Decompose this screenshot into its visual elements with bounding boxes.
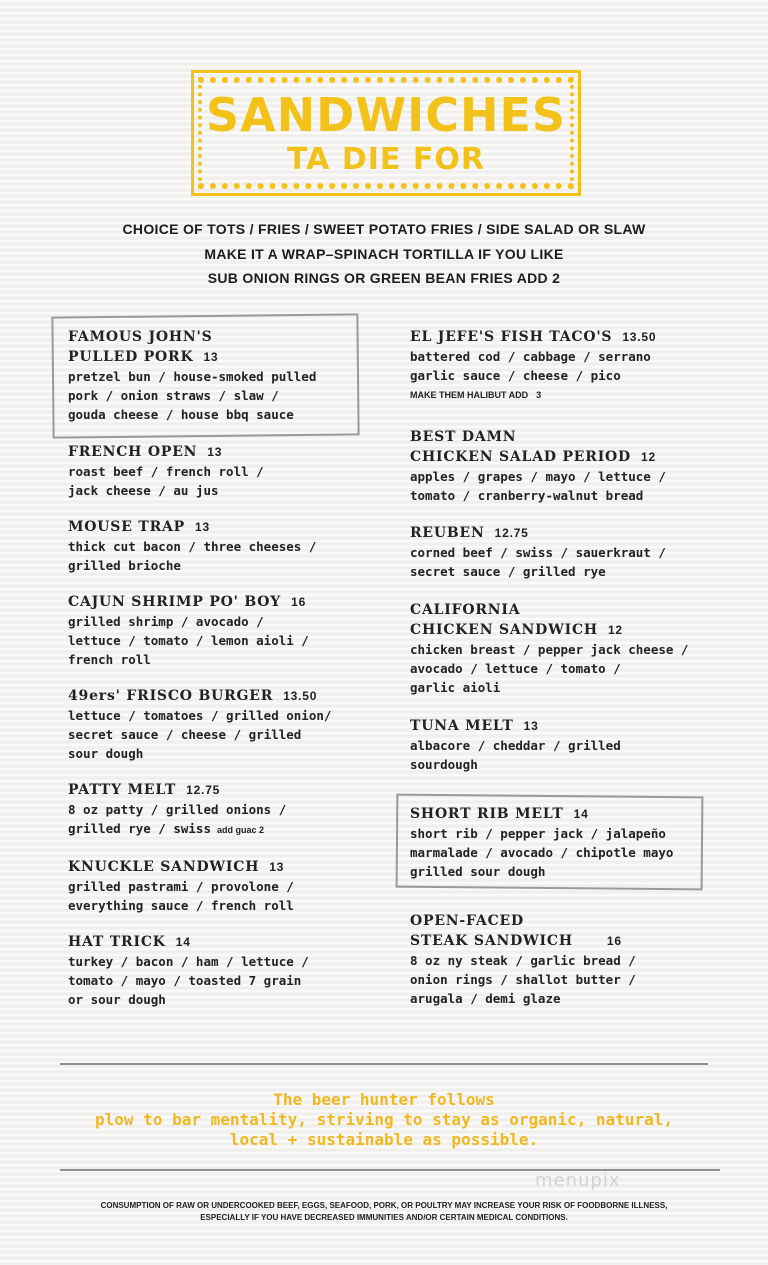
item-description: 8 oz patty / grilled onions / grilled rye / swiss	[68, 802, 287, 836]
item-description: grilled shrimp / avocado / lettuce / tomato / lemon aioli / french roll	[68, 614, 309, 667]
item-name: CALIFORNIA	[410, 602, 521, 618]
item-price: 13	[523, 719, 539, 733]
item-description: pretzel bun / house-smoked pulled pork / onion straws / slaw / gouda cheese / house bbq sauce	[68, 369, 317, 422]
item-price: 14	[573, 807, 589, 821]
menu-subtitle: TA DIE FOR	[287, 142, 485, 177]
item-name: MOUSE TRAP	[68, 519, 185, 535]
item-price: 13	[207, 445, 223, 459]
menu-title: SANDWICHES	[205, 88, 567, 142]
item-price: 12	[640, 450, 656, 464]
item-name: STEAK SANDWICH	[410, 933, 573, 949]
tagline-line-3: local + sustainable as possible.	[229, 1130, 539, 1149]
item-name: BEST DAMN	[410, 429, 517, 445]
item-price: 13	[203, 350, 219, 364]
item-description: turkey / bacon / ham / lettuce / tomato / mayo / toasted 7 grain or sour dough	[68, 954, 309, 1007]
tagline-line-1: The beer hunter follows	[273, 1090, 495, 1109]
item-description: corned beef / swiss / sauerkraut / secret sauce / grilled rye	[410, 545, 666, 579]
menu-item	[68, 932, 309, 1009]
menu-item	[68, 592, 309, 669]
item-price: 13.50	[283, 689, 318, 703]
item-price: 12	[607, 623, 623, 637]
menu-item	[68, 686, 331, 763]
item-name: 49ers' FRISCO BURGER	[68, 688, 274, 704]
title-box	[191, 70, 581, 196]
menu-item	[410, 804, 673, 881]
divider-top	[60, 1063, 708, 1065]
menu-item	[68, 857, 294, 915]
item-name: KNUCKLE SANDWICH	[68, 859, 260, 875]
menu-item	[410, 716, 621, 774]
item-description: roast beef / french roll / jack cheese / au jus	[68, 464, 264, 498]
item-description: apples / grapes / mayo / lettuce / tomato / cranberry-walnut bread	[410, 469, 666, 503]
item-name: EL JEFE'S FISH TACO'S	[410, 329, 613, 345]
item-price: 13	[269, 860, 285, 874]
item-description: chicken breast / pepper jack cheese / avocado / lettuce / tomato / garlic aioli	[410, 642, 689, 695]
item-description: grilled pastrami / provolone / everything sauce / french roll	[68, 879, 294, 913]
item-name: REUBEN	[410, 525, 485, 541]
item-name: CHICKEN SALAD PERIOD	[410, 449, 631, 465]
menu-item	[68, 442, 264, 500]
menu-item	[410, 600, 688, 697]
menu-item	[410, 427, 666, 505]
wrap-note: MAKE IT A WRAP–SPINACH TORTILLA IF YOU LIKE	[204, 246, 564, 262]
item-description: lettuce / tomatoes / grilled onion/ secret sauce / cheese / grilled sour dough	[68, 708, 332, 761]
menu-item	[410, 523, 666, 581]
item-price: 13	[195, 520, 210, 534]
item-price: 12.75	[494, 526, 529, 540]
item-name: SHORT RIB MELT	[410, 806, 564, 822]
item-price: 16	[606, 934, 622, 948]
item-price: 12.75	[186, 783, 221, 797]
sides-note: CHOICE OF TOTS / FRIES / SWEET POTATO FRIES / SIDE SALAD OR SLAW	[122, 221, 646, 237]
disclaimer-line-1: CONSUMPTION OF RAW OR UNDERCOOKED BEEF, EGGS, SEAFOOD, PORK, OR POULTRY MAY INCREASE YOUR RISK OF FOODBORNE ILLNESS,	[100, 1201, 668, 1210]
item-name: CHICKEN SANDWICH	[410, 622, 598, 638]
divider-bottom	[60, 1169, 720, 1171]
item-price: 14	[175, 935, 191, 949]
watermark-logo: menupix	[535, 1170, 621, 1191]
item-description: thick cut bacon / three cheeses / grilled brioche	[68, 539, 317, 573]
item-name: FAMOUS JOHN'S	[68, 329, 213, 345]
item-name: OPEN-FACED	[410, 913, 524, 929]
menu-item	[410, 327, 656, 405]
item-name: PULLED PORK	[68, 349, 194, 365]
menu-item	[68, 327, 316, 424]
menu-item	[68, 780, 286, 838]
item-price: 13.50	[622, 330, 657, 344]
disclaimer-line-2: ESPECIALLY IF YOU HAVE DECREASED IMMUNITIES AND/OR CERTAIN MEDICAL CONDITIONS.	[200, 1213, 568, 1222]
item-name: CAJUN SHRIMP PO' BOY	[68, 594, 282, 610]
item-name: PATTY MELT	[68, 782, 177, 798]
tagline-line-2: plow to bar mentality, striving to stay as organic, natural,	[95, 1110, 673, 1129]
menu-item	[410, 911, 636, 1008]
item-description: battered cod / cabbage / serrano garlic sauce / cheese / pico	[410, 349, 651, 383]
item-description: short rib / pepper jack / jalapeño marmalade / avocado / chipotle mayo grilled sour dough	[410, 826, 674, 879]
item-name: HAT TRICK	[68, 934, 166, 950]
item-note: MAKE THEM HALIBUT ADD	[410, 390, 529, 400]
item-note-price: 3	[536, 390, 542, 400]
item-addon: add guac 2	[217, 825, 265, 835]
onion-rings-note: SUB ONION RINGS OR GREEN BEAN FRIES ADD 2	[207, 270, 561, 286]
item-name: FRENCH OPEN	[68, 444, 198, 460]
item-description: albacore / cheddar / grilled sourdough	[410, 738, 621, 772]
item-description: 8 oz ny steak / garlic bread / onion rings / shallot butter / arugala / demi glaze	[410, 953, 636, 1006]
menu-item	[68, 517, 316, 575]
item-price: 16	[291, 595, 307, 609]
item-name: TUNA MELT	[410, 718, 514, 734]
